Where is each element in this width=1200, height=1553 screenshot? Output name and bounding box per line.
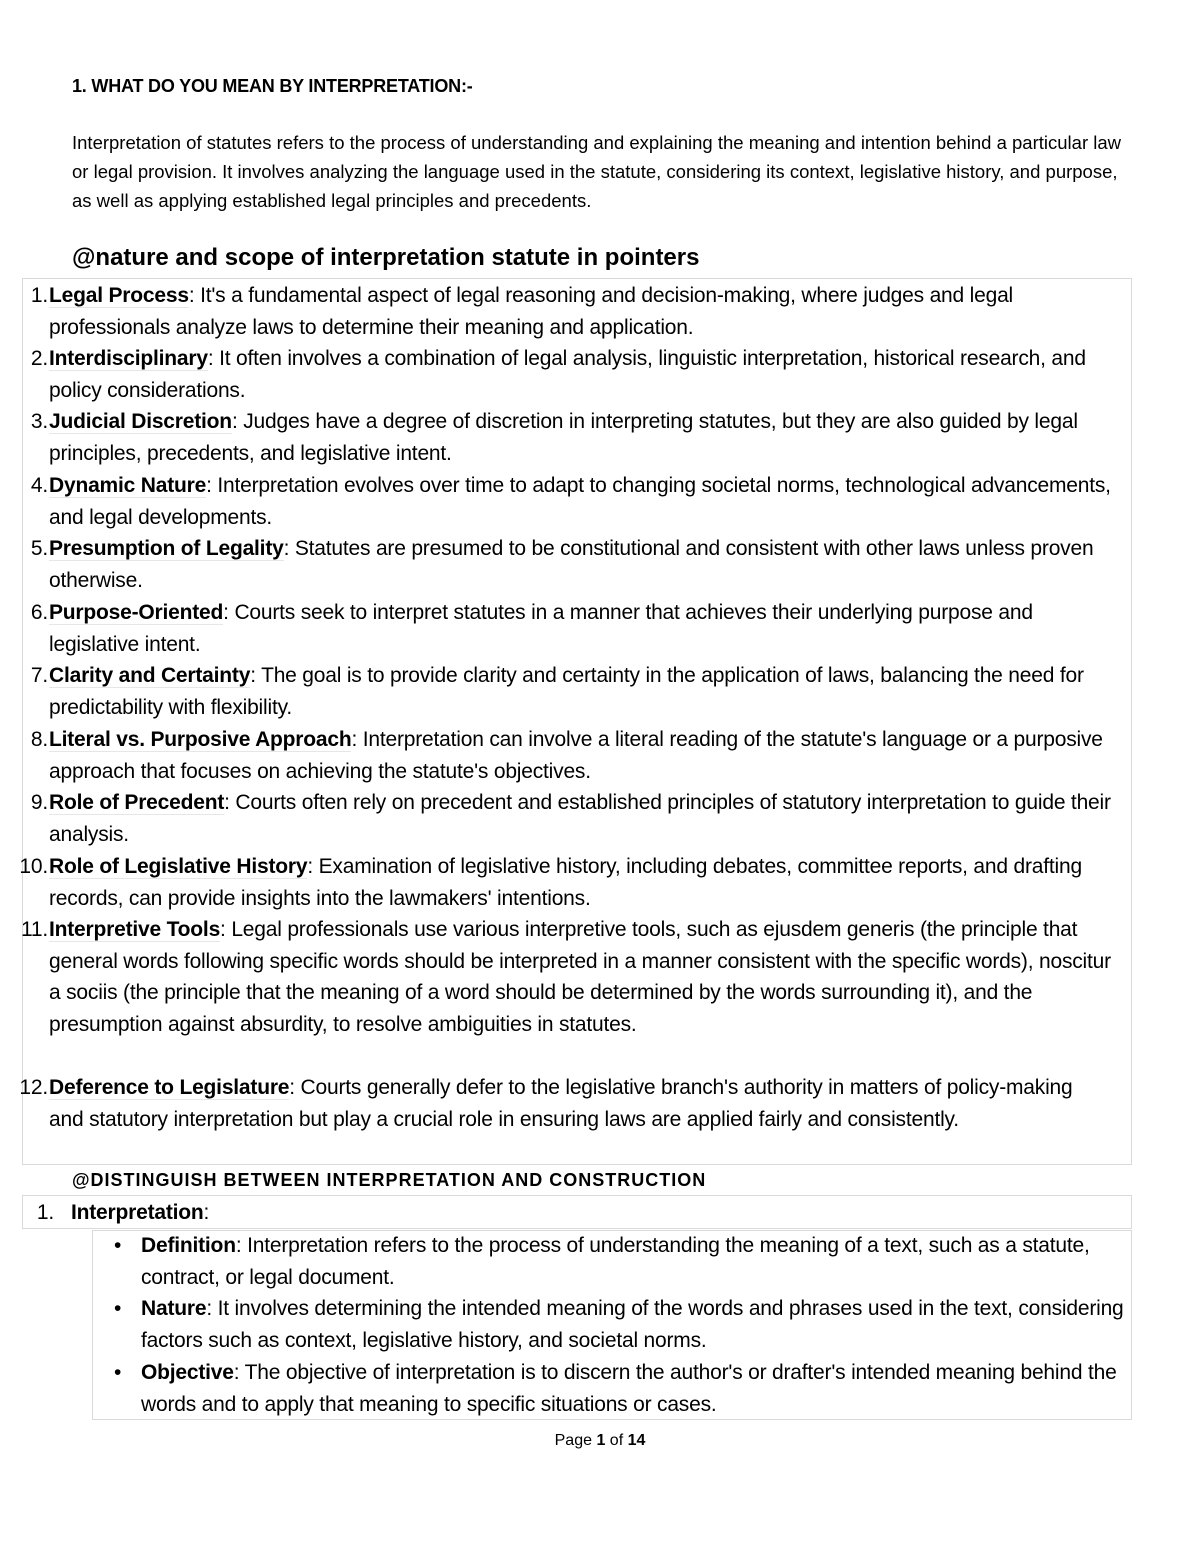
list-number: 11. <box>20 918 48 941</box>
page-number-footer: Page 1 of 14 <box>554 1432 646 1449</box>
list-term: Interpretive Tools <box>49 918 221 941</box>
bullet-term: Objective <box>141 1361 234 1384</box>
list-text: : It's a fundamental aspect of legal reasoning and decision-making, where judges and legal professionals analyze laws to determine their meaning and application. <box>49 284 1014 339</box>
list-number: 12. <box>19 1076 48 1099</box>
list-term: Legal Process <box>49 284 189 307</box>
heading-distinguish: @DISTINGUISH BETWEEN INTERPRETATION AND CONSTRUCTION <box>72 1170 707 1190</box>
list-term: Dynamic Nature <box>49 474 207 497</box>
list-term: Interdisciplinary <box>49 347 208 370</box>
list-number: 2. <box>30 347 48 370</box>
bullet-dot-icon: • <box>114 1234 122 1257</box>
list-number: 10. <box>19 855 48 878</box>
bullet-dot-icon: • <box>114 1297 122 1320</box>
list-term: Literal vs. Purposive Approach <box>49 728 352 751</box>
bullet-dot-icon: • <box>114 1361 122 1384</box>
list-number: 5. <box>30 537 48 560</box>
list-number: 3. <box>30 410 48 433</box>
list-term: Role of Precedent <box>49 791 225 814</box>
list-term: Purpose-Oriented <box>49 601 224 624</box>
list-term: Clarity and Certainty <box>49 664 251 687</box>
list-term: Role of Legislative History <box>49 855 308 878</box>
document-page: 1. WHAT DO YOU MEAN BY INTERPRETATION:- Interpretation of statutes refers to the process of understanding and explaining the meaning and intention behind a particular law or legal provision. It involves analyzing the language used in the statute, considering its context, legislative history, and purpose, as well as applying established legal principles and precedents. @nature and scope of interpretation statute in pointers 1. Legal Process: It's a fundamental aspect of legal reasoning and decision-making, where judges and legal professionals analyze laws to determine their meaning and application. 2. Interdisciplinary: It often involves a combination of legal analysis, linguistic interpretation, historical research, and policy considerations. 3. Judicial Discretion: Judges have a degree of discretion in interpreting statutes, but they are also guided by legal principles, precedents, and legislative intent. 4. Dynamic Nature: Interpretation evolves over time to adapt to changing societal norms, technological advancements, and legal developments. 5. Presumption of Legality: Statutes are presumed to be constitutional and consistent with other laws unless proven otherwise. 6. Purpose-Oriented: Courts seek to interpret statutes in a manner that achieves their underlying purpose and legislative intent. 7. Clarity and Certainty: The goal is to provide clarity and certainty in the application of laws, balancing the need for predictability with flexibility. 8. Literal vs. Purposive Approach: Interpretation can involve a literal reading of the statute's language or a purposive approach that focuses on achieving the statute's objectives. 9. Role of Precedent: Courts often rely on precedent and established principles of statutory interpretation to guide their analysis. 10. Role of Legislative History: Examination of legislative history, including debates, committee reports, and drafting records, can provide insights into the lawmakers' intentions. 11. Interpretive Tools: Legal professionals use various interpretive tools, such as ejusdem generis (the principle that general words following specific words should be interpreted in a manner consistent with the specific words), noscitur a sociis (the principle that the meaning of a word should be determined by the words surrounding it), and the presumption against absurdity, to resolve ambiguities in statutes. 12. Deference to Legislature: Courts generally defer to the legislative branch's authority in matters of policy-making and statutory interpretation but play a crucial role in ensuring laws are applied fairly and consistently. @DISTINGUISH BETWEEN INTERPRETATION AND CONSTRUCTION 1. Interpretation: • Definition: Interpretation refers to the process of understanding the meaning of a text, such as a statute, contract, or legal document. • Nature: It involves determining the intended meaning of the words and phrases used in the text, considering factors such as context, legislative history, and societal norms. • Objective: The objective of interpretation is to discern the author's or drafter's intended meaning behind the words and to apply that meaning to specific situations or cases. Page 1 of 14 <box>0 0 1200 1553</box>
list-text: : It often involves a combination of legal analysis, linguistic interpretation, historical research, and policy considerations. <box>49 347 1086 402</box>
list-term: Judicial Discretion <box>49 410 232 433</box>
list-number: 8. <box>30 728 48 751</box>
list-text: : Judges have a degree of discretion in interpreting statutes, but they are also guided by legal principles, precedents, and legislative intent. <box>49 410 1078 465</box>
heading-nature-scope: @nature and scope of interpretation statute in pointers <box>72 244 700 271</box>
list-text: : Statutes are presumed to be constitutional and consistent with other laws unless proven otherwise. <box>49 537 1094 592</box>
list-text: : Courts often rely on precedent and established principles of statutory interpretation to guide their analysis. <box>49 791 1111 846</box>
list-term: Presumption of Legality <box>49 537 284 560</box>
list-text: : Interpretation evolves over time to adapt to changing societal norms, technological advancements, and legal developments. <box>49 474 1111 529</box>
bullet-text: : Interpretation refers to the process of understanding the meaning of a text, such as a statute, contract, or legal document. <box>141 1234 1090 1289</box>
bullet-text: : The objective of interpretation is to discern the author's or drafter's intended meaning behind the words and to apply that meaning to specific situations or cases. <box>141 1361 1117 1416</box>
section-heading-interpretation: 1. WHAT DO YOU MEAN BY INTERPRETATION:- <box>72 76 473 96</box>
list-number: 6. <box>30 601 48 624</box>
bullet-term: Nature <box>141 1297 207 1320</box>
list-term: Deference to Legislature <box>49 1076 290 1099</box>
bullet-term: Definition <box>141 1234 236 1257</box>
list-text: : Examination of legislative history, including debates, committee reports, and drafting records, can provide insights into the lawmakers' intentions. <box>49 855 1082 910</box>
list-text: : Interpretation can involve a literal reading of the statute's language or a purposive approach that focuses on achieving the statute's objectives. <box>49 728 1103 783</box>
bullet-text: : It involves determining the intended meaning of the words and phrases used in the text, considering factors such as context, legislative history, and societal norms. <box>141 1297 1124 1352</box>
subsection-term: Interpretation <box>71 1201 204 1224</box>
list-text: : The goal is to provide clarity and certainty in the application of laws, balancing the need for predictability with flexibility. <box>49 664 1084 719</box>
list-number: 9. <box>30 791 48 814</box>
list-text: : Legal professionals use various interpretive tools, such as ejusdem generis (the principle that general words following specific words should be interpreted in a manner consistent with the specific words), noscitur a sociis (the principle that the meaning of a word should be determined by the words surrounding it), and the presumption against absurdity, to resolve ambiguities in statutes. <box>49 918 1111 1036</box>
list-number: 1. <box>30 284 48 307</box>
subsection-number: 1. <box>36 1201 54 1224</box>
list-number: 7. <box>30 664 48 687</box>
list-number: 4. <box>30 474 48 497</box>
list-text: : Courts seek to interpret statutes in a manner that achieves their underlying purpose and legislative intent. <box>49 601 1033 656</box>
list-text: : Courts generally defer to the legislative branch's authority in matters of policy-making and statutory interpretation but play a crucial role in ensuring laws are applied fairly and consistently. <box>49 1076 1073 1131</box>
intro-paragraph: Interpretation of statutes refers to the process of understanding and explaining the meaning and intention behind a particular law or legal provision. It involves analyzing the language used in the statute, considering its context, legislative history, and purpose, as well as applying established legal principles and precedents. <box>72 132 1122 211</box>
